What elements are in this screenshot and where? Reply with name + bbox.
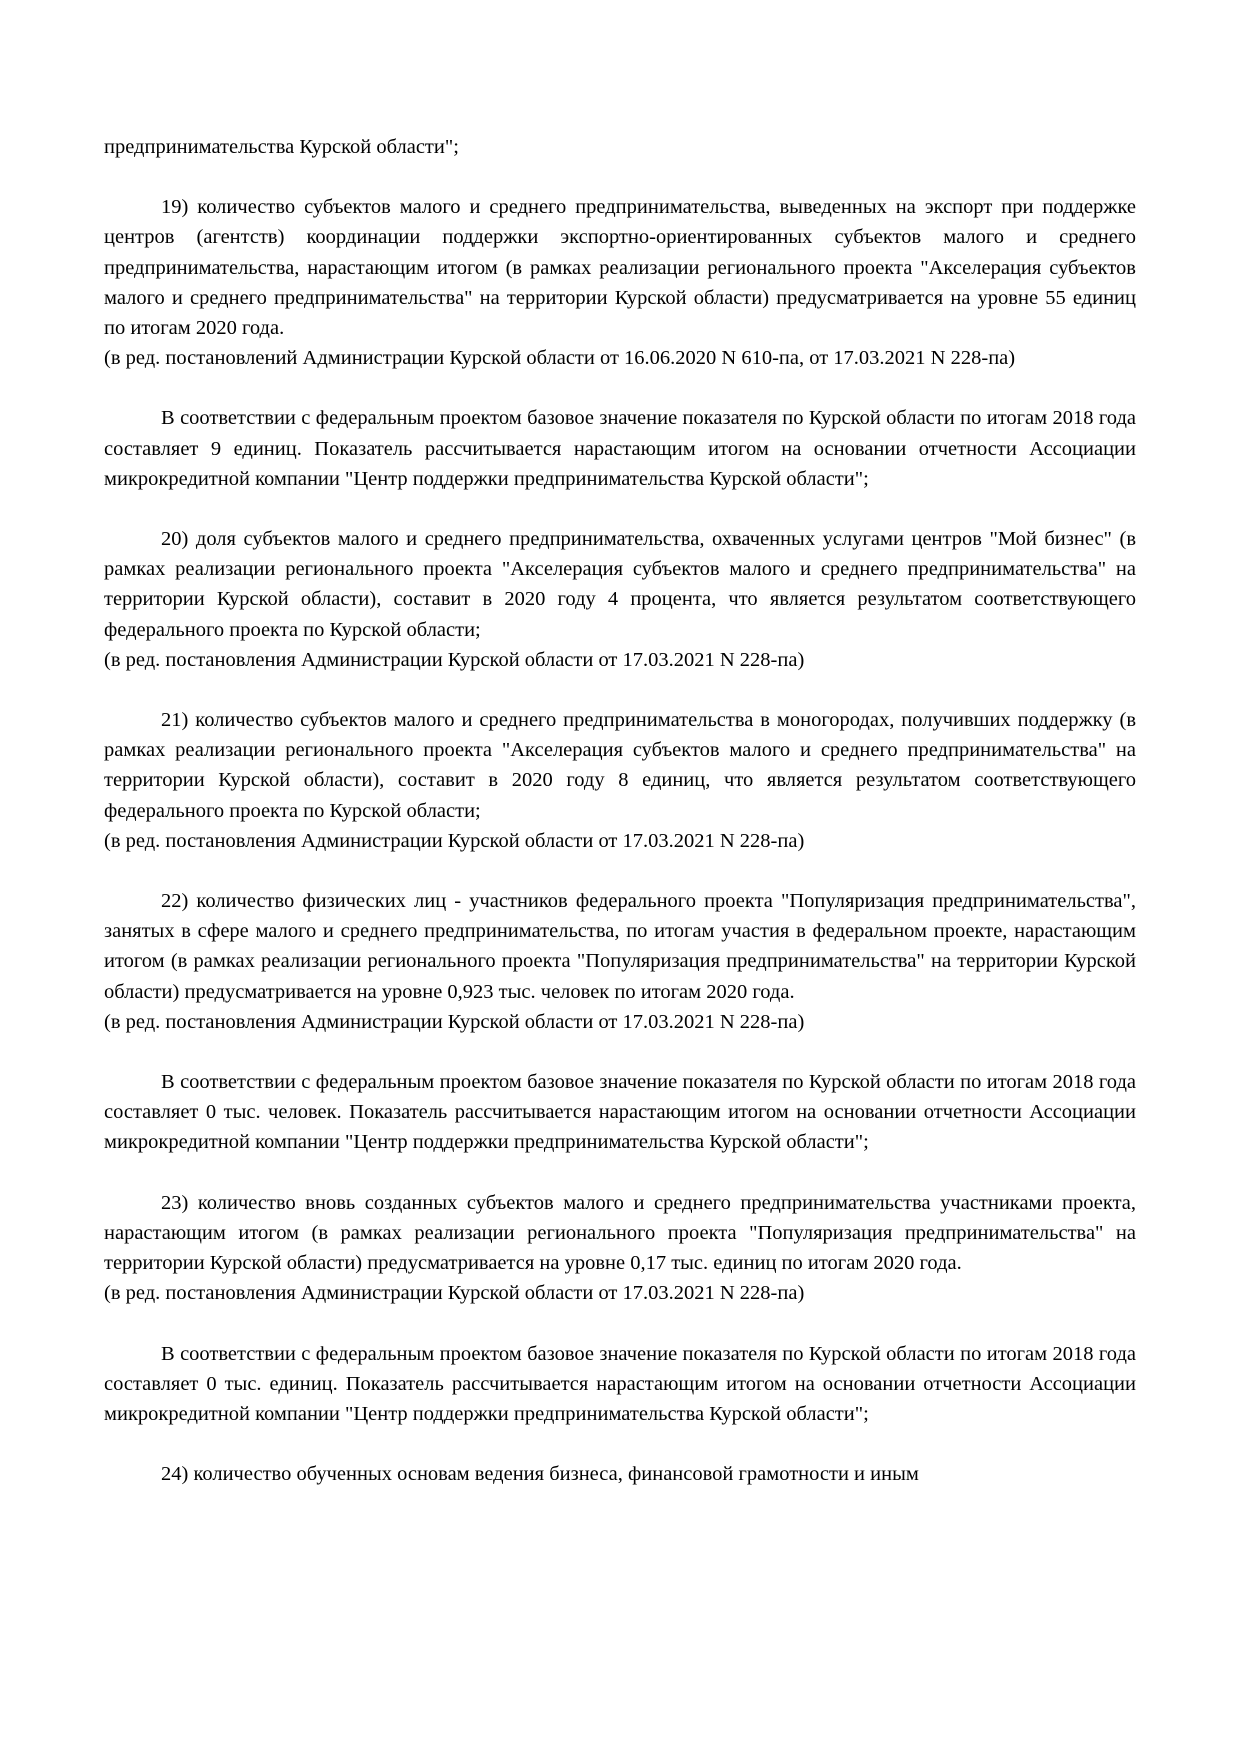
amendment-citation: (в ред. постановления Администрации Курской области от 17.03.2021 N 228-па) bbox=[104, 648, 805, 671]
clause-paragraph: 24) количество обученных основам ведения бизнеса, финансовой грамотности и иным bbox=[161, 1463, 919, 1486]
paragraph-spacer bbox=[104, 1037, 1136, 1067]
paragraph-spacer bbox=[104, 162, 1136, 192]
clause-paragraph: 22) количество физических лиц - участников федерального проекта "Популяризация предпринимательства", занятых в сфере малого и среднего предпринимательства, по итогам участия в федеральном проекте, нарастающим итогом (в рамках реализации регионального проекта "Популяризация предпринимательства" на территории Курской области) предусматривается на уровне 0,923 тыс. человек по итогам 2020 года. bbox=[104, 890, 1136, 1003]
clause-paragraph: 21) количество субъектов малого и среднего предпринимательства в моногородах, получивших поддержку (в рамках реализации регионального проекта "Акселерация субъектов малого и среднего предпринимательства" на территории Курской области), составит в 2020 году 8 единиц, что является результатом соответствующего федерального проекта по Курской области; bbox=[104, 709, 1136, 822]
amendment-citation: (в ред. постановления Администрации Курской области от 17.03.2021 N 228-па) bbox=[104, 829, 805, 852]
paragraph-spacer bbox=[104, 1429, 1136, 1459]
clause-paragraph: 23) количество вновь созданных субъектов малого и среднего предпринимательства участниками проекта, нарастающим итогом (в рамках реализации регионального проекта "Популяризация предпринимательства" на территории Курской области) предусматривается на уровне 0,17 тыс. единиц по итогам 2020 года. bbox=[104, 1191, 1136, 1275]
paragraph-spacer bbox=[104, 675, 1136, 705]
paragraph-spacer bbox=[104, 856, 1136, 886]
body-paragraph: В соответствии с федеральным проектом базовое значение показателя по Курской области по итогам 2018 года составляет 9 единиц. Показатель рассчитывается нарастающим итогом на основании отчетности Ассоциации микрокредитной компании "Центр поддержки предпринимательства Курской области"; bbox=[104, 407, 1136, 490]
body-paragraph: предпринимательства Курской области"; bbox=[104, 136, 459, 158]
body-paragraph: В соответствии с федеральным проектом базовое значение показателя по Курской области по итогам 2018 года составляет 0 тыс. единиц. Показатель рассчитывается нарастающим итогом на основании отчетности Ассоциации микрокредитной компании "Центр поддержки предпринимательства Курской области"; bbox=[104, 1342, 1136, 1425]
paragraph-spacer bbox=[104, 1158, 1136, 1188]
clause-paragraph: 20) доля субъектов малого и среднего предпринимательства, охваченных услугами центров "Мой бизнес" (в рамках реализации регионального проекта "Акселерация субъектов малого и среднего предпринимательства" на территории Курской области), составит в 2020 году 4 процента, что является результатом соответствующего федерального проекта по Курской области; bbox=[104, 528, 1136, 641]
paragraph-spacer bbox=[104, 373, 1136, 403]
amendment-citation: (в ред. постановлений Администрации Курской области от 16.06.2020 N 610-па, от 17.03.2021 N 228-па) bbox=[104, 347, 1016, 370]
paragraph-spacer bbox=[104, 1309, 1136, 1339]
paragraph-spacer bbox=[104, 494, 1136, 524]
amendment-citation: (в ред. постановления Администрации Курской области от 17.03.2021 N 228-па) bbox=[104, 1010, 805, 1033]
amendment-citation: (в ред. постановления Администрации Курской области от 17.03.2021 N 228-па) bbox=[104, 1282, 805, 1305]
clause-paragraph: 19) количество субъектов малого и среднего предпринимательства, выведенных на экспорт при поддержке центров (агентств) координации поддержки экспортно-ориентированных субъектов малого и среднего предпринимательства, нарастающим итогом (в рамках реализации регионального проекта "Акселерация субъектов малого и среднего предпринимательства" на территории Курской области) предусматривается на уровне 55 единиц по итогам 2020 года. bbox=[104, 196, 1136, 340]
document-body bbox=[104, 132, 1136, 1489]
body-paragraph: В соответствии с федеральным проектом базовое значение показателя по Курской области по итогам 2018 года составляет 0 тыс. человек. Показатель рассчитывается нарастающим итогом на основании отчетности Ассоциации микрокредитной компании "Центр поддержки предпринимательства Курской области"; bbox=[104, 1071, 1136, 1154]
